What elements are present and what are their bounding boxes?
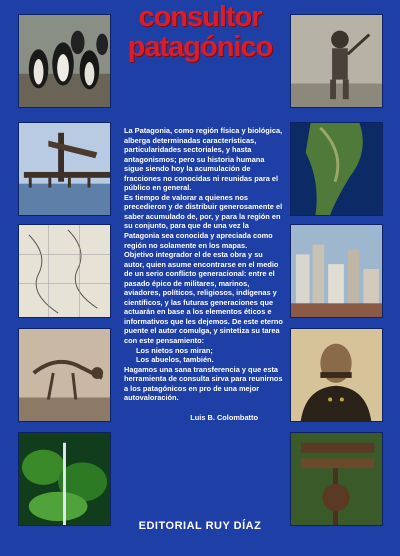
- satellite-map-photo: [290, 122, 383, 216]
- dinosaur-skeleton-photo: [18, 328, 111, 422]
- city-photo: [290, 224, 383, 318]
- quote-line-2: Los abuelos, también.: [136, 355, 214, 365]
- forest-photo: [18, 432, 111, 526]
- paragraph-2: Es tiempo de valorar a quienes nos precedieron y de distribuir generosamente el saber acumulado de, por, y para la región en su conjunto, para que de una vez la Patagonia sea conocida y apreciada como región no solamente en los mapas.: [124, 192, 283, 250]
- penguins-photo: [18, 14, 111, 108]
- closing-paragraph: Hagamos una sana transferencia y que esta herramienta de consulta sirva para reunirnos a los patagónicos en pro de una mejor autovaloración.: [124, 364, 283, 403]
- signs-photo: [290, 432, 383, 526]
- military-portrait-photo: [290, 328, 383, 422]
- quote-line-1: Los nietos nos miran;: [136, 345, 213, 355]
- title-line-2: patagónico: [127, 31, 273, 63]
- author-name: Luis B. Colombatto: [190, 412, 258, 422]
- title-line-1: consultor: [138, 1, 262, 33]
- description-text: [124, 126, 284, 422]
- paragraph-3: Objetivo integrador el de esta obra y su autor, quien asume encontrarse en el medio de un serio conflicto generacional: entre el pasado épico de militares, marinos, aviadores, políticos, religiosos, indígenas y científicos, y las futuras generaciones que actuarán en base a los elementos éticos e informativos que les dejemos. De este eterno puente el autor comulga, y sintetiza su tarea con este pensamiento:: [124, 250, 283, 346]
- publisher-name: EDITORIAL RUY DÍAZ: [138, 520, 262, 532]
- book-title: [115, 2, 285, 62]
- old-map-photo: [18, 224, 111, 318]
- pier-photo: [18, 122, 111, 216]
- paragraph-1: La Patagonia, como región física y biológica, alberga determinadas características, particularidades sectoriales, y hasta antagonismos; pero su historia humana sigue siendo hoy la acumulación de fracciones no conocidas ni reunidas para el público en general.: [124, 126, 283, 193]
- indigenous-man-photo: [290, 14, 383, 108]
